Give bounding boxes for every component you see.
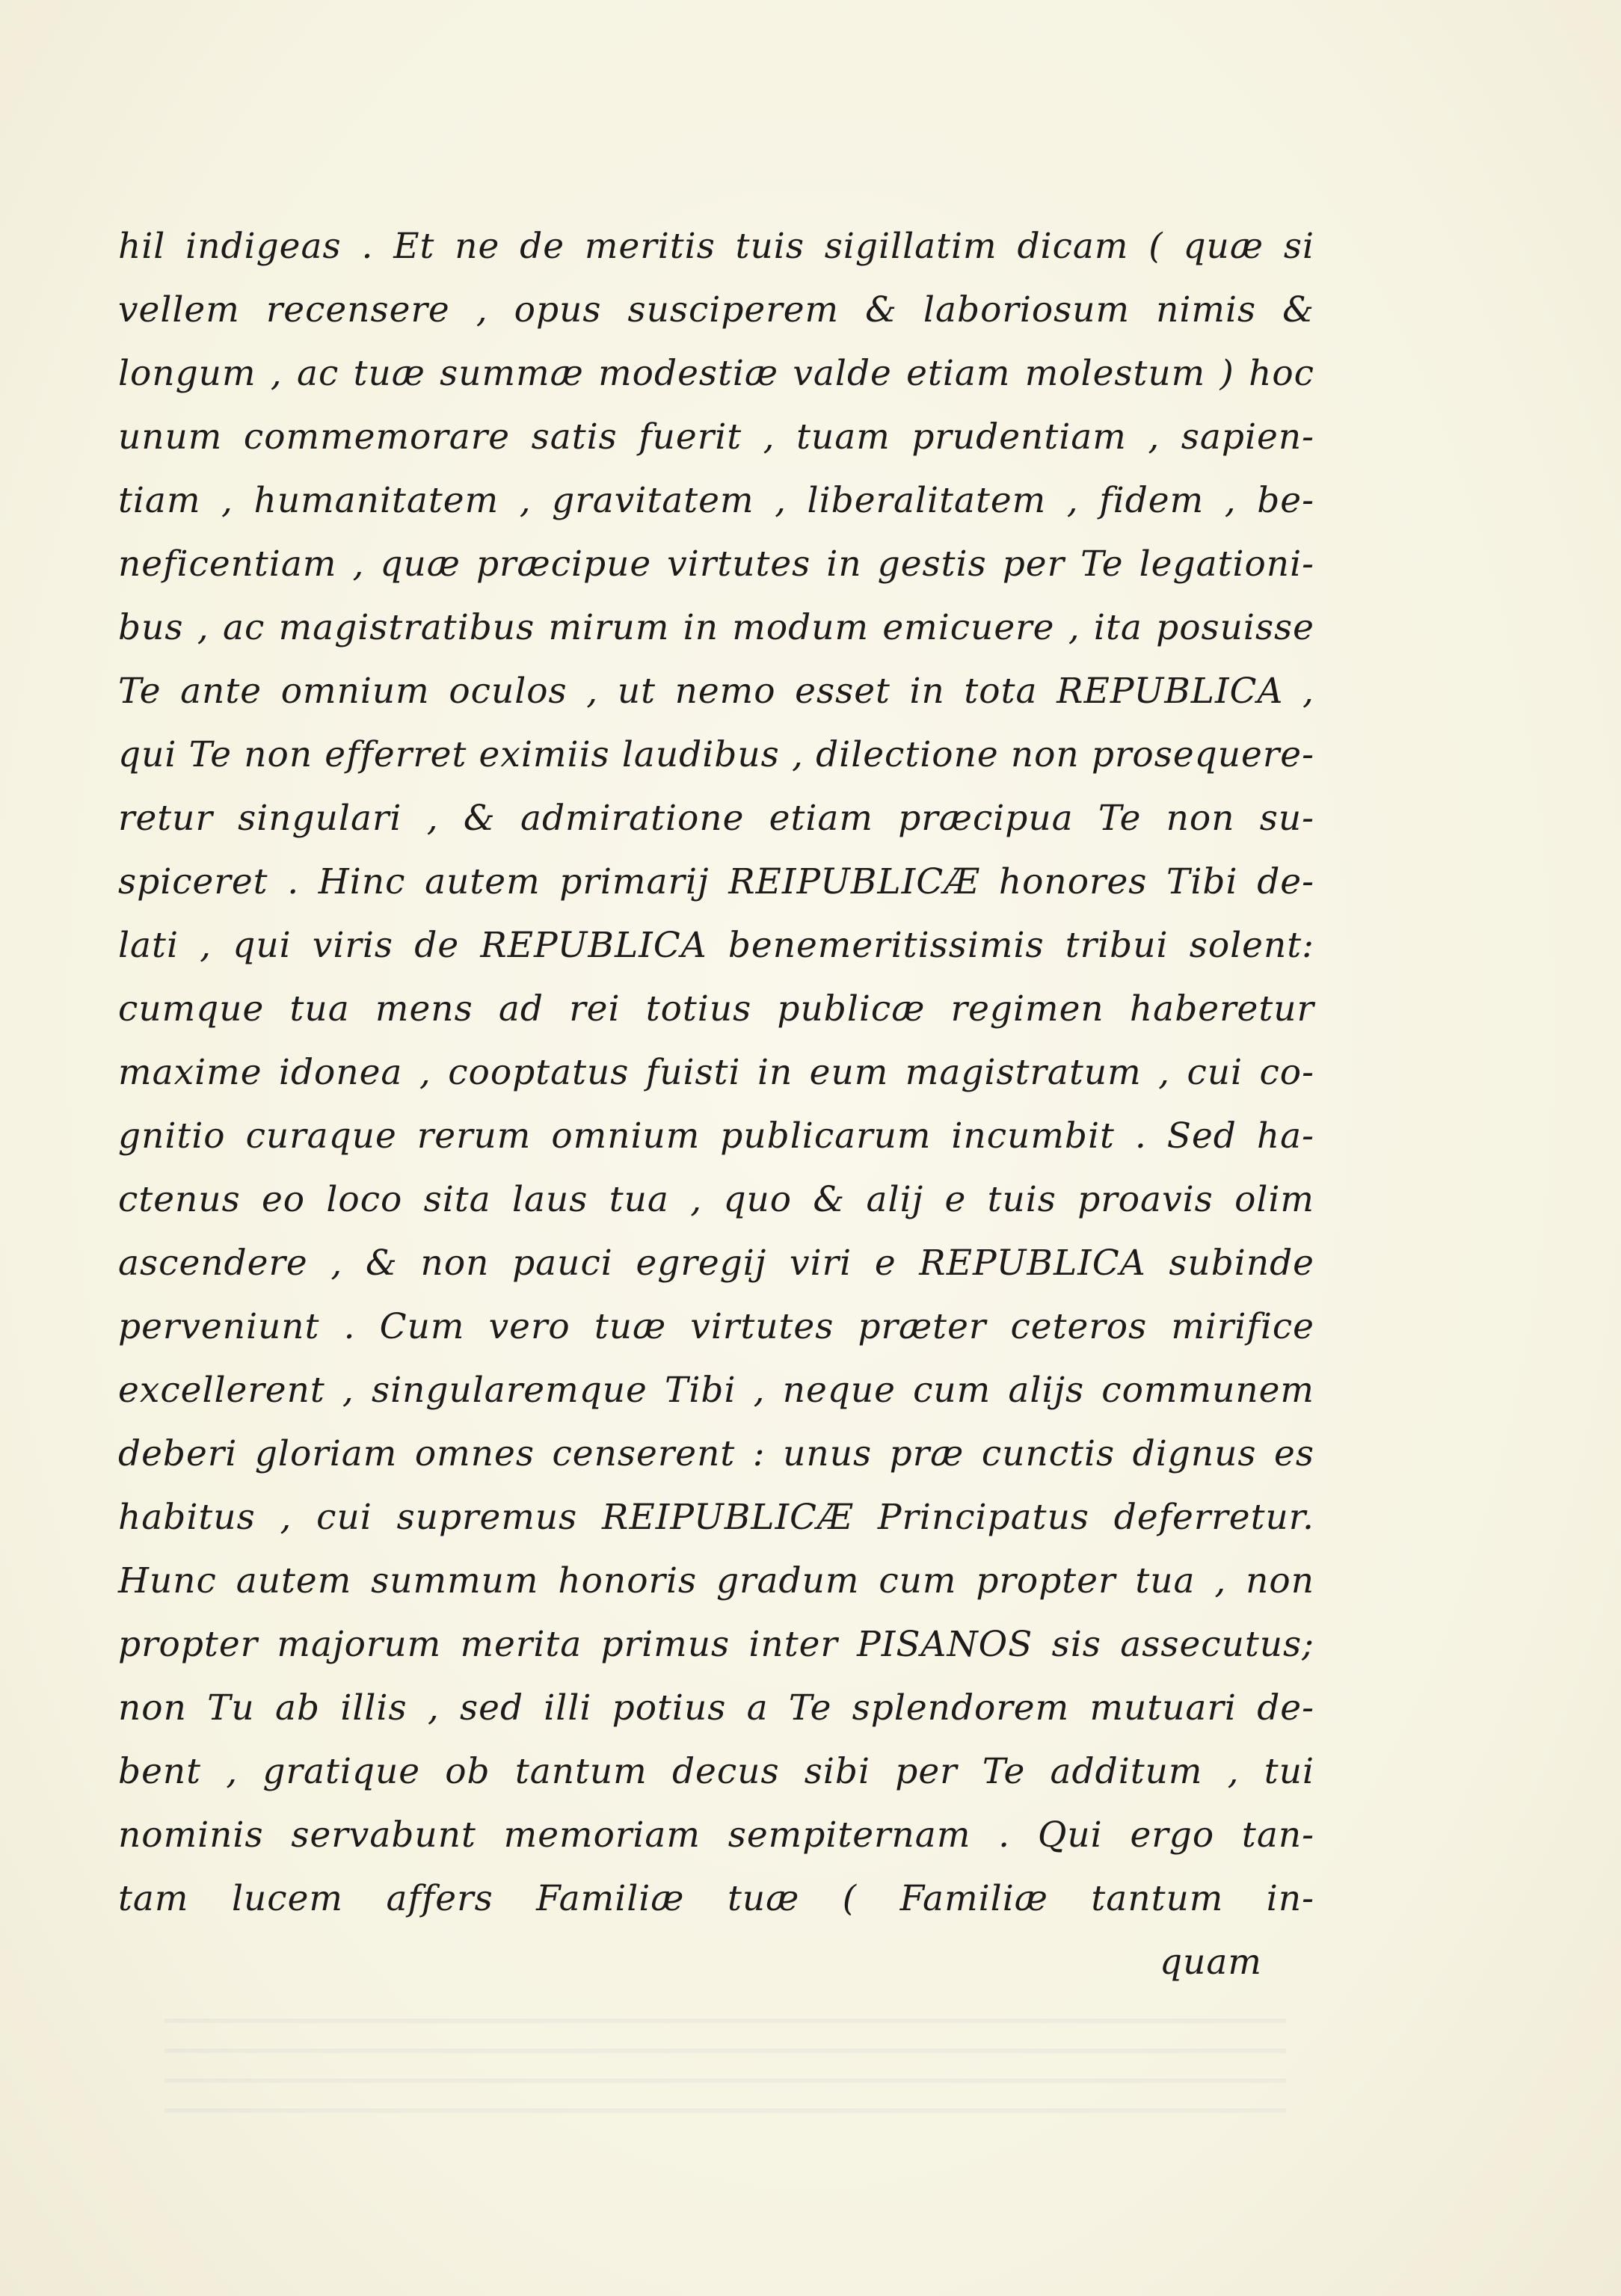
text-line: retur singulari , & admiratione etiam præcipua Te non su- [118, 798, 1314, 839]
text-line: tiam , humanitatem , gravitatem , liberalitatem , fidem , be- [118, 480, 1314, 521]
text-line: spiceret . Hinc autem primarij REIPUBLICÆ honores Tibi de- [118, 861, 1314, 902]
text-line: lati , qui viris de REPUBLICA benemeritissimis tribui solent: [118, 925, 1314, 966]
text-line: tam lucem affers Familiæ tuæ ( Familiæ tantum in- [118, 1878, 1314, 1919]
text-line: longum , ac tuæ summæ modestiæ valde etiam molestum ) hoc [118, 353, 1314, 394]
text-line: habitus , cui supremus REIPUBLICÆ Principatus deferretur. [118, 1497, 1314, 1538]
text-line: cumque tua mens ad rei totius publicæ regimen haberetur [118, 988, 1314, 1029]
text-line: bus , ac magistratibus mirum in modum emicuere , ita posuisse [118, 607, 1314, 648]
text-line: ascendere , & non pauci egregij viri e REPUBLICA subinde [118, 1243, 1314, 1284]
text-line: vellem recensere , opus susciperem & laboriosum nimis & [118, 289, 1314, 330]
text-line: maxime idonea , cooptatus fuisti in eum magistratum , cui co- [118, 1052, 1314, 1093]
text-line: perveniunt . Cum vero tuæ virtutes præter ceteros mirifice [118, 1306, 1314, 1347]
text-line: Te ante omnium oculos , ut nemo esset in tota REPUBLICA , [118, 671, 1314, 712]
text-line: propter majorum merita primus inter PISANOS sis assecutus; [118, 1624, 1314, 1665]
text-line: Hunc autem summum honoris gradum cum propter tua , non [118, 1560, 1314, 1601]
show-through-bleed [164, 2019, 1286, 2123]
text-line: neficentiam , quæ præcipue virtutes in gestis per Te legationi- [118, 544, 1314, 585]
text-line: excellerent , singularemque Tibi , neque cum alijs communem [118, 1370, 1314, 1411]
text-line: nominis servabunt memoriam sempiternam . Qui ergo tan- [118, 1815, 1314, 1856]
text-line: non Tu ab illis , sed illi potius a Te splendorem mutuari de- [118, 1687, 1314, 1729]
text-line: unum commemorare satis fuerit , tuam prudentiam , sapien- [118, 416, 1314, 458]
catchword: quam [1160, 1942, 1262, 1983]
text-line: bent , gratique ob tantum decus sibi per Te additum , tui [118, 1751, 1314, 1792]
text-line: ctenus eo loco sita laus tua , quo & alij e tuis proavis olim [118, 1179, 1314, 1220]
text-line: qui Te non efferret eximiis laudibus , dilectione non prosequere- [118, 734, 1314, 775]
text-line: hil indigeas . Et ne de meritis tuis sigillatim dicam ( quæ si [118, 226, 1314, 267]
text-line: deberi gloriam omnes censerent : unus præ cunctis dignus es [118, 1433, 1314, 1474]
text-line: gnitio curaque rerum omnium publicarum incumbit . Sed ha- [118, 1115, 1314, 1157]
